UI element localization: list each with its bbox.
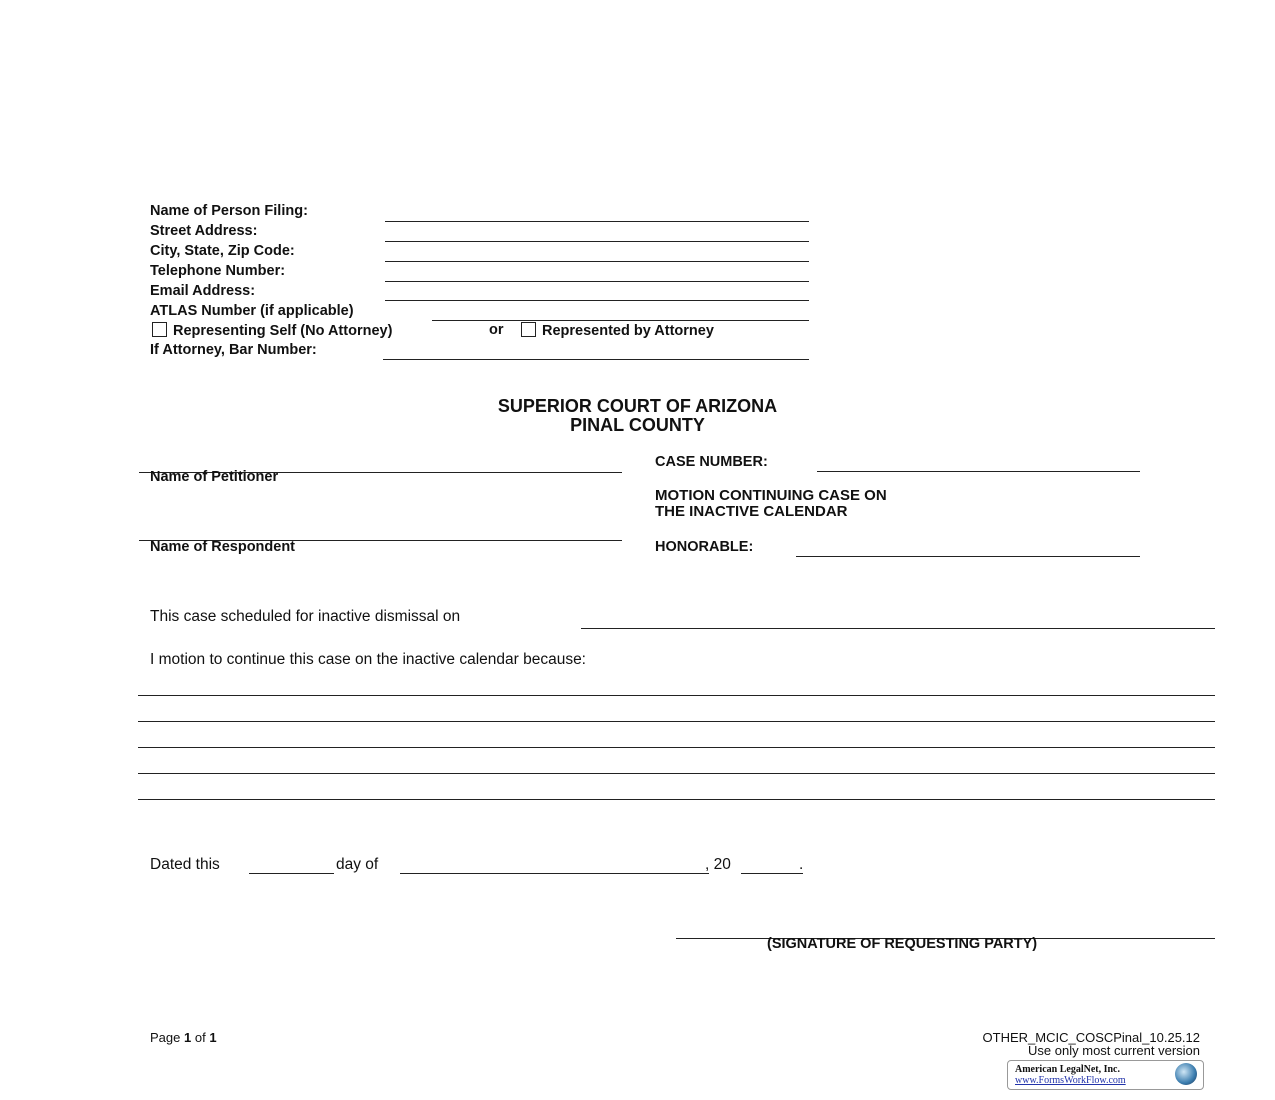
- label-bar-number: If Attorney, Bar Number:: [150, 342, 317, 358]
- badge-url-link[interactable]: www.FormsWorkFlow.com: [1015, 1075, 1126, 1086]
- court-name: SUPERIOR COURT OF ARIZONA: [497, 396, 778, 416]
- dismissal-date-input[interactable]: [581, 610, 1215, 629]
- represented-by-attorney-checkbox[interactable]: [521, 322, 536, 337]
- county-name: PINAL COUNTY: [570, 415, 705, 435]
- motion-reason-prompt: I motion to continue this case on the inactive calendar because:: [150, 651, 586, 668]
- version-note: Use only most current version: [1028, 1043, 1200, 1058]
- telephone-input[interactable]: [385, 263, 809, 282]
- reason-line-5[interactable]: [138, 781, 1215, 800]
- label-telephone: Telephone Number:: [150, 263, 286, 279]
- day-of-text: day of: [336, 856, 379, 873]
- scheduled-dismissal-text: This case scheduled for inactive dismissal on: [150, 608, 461, 625]
- label-petitioner: Name of Petitioner: [150, 469, 279, 485]
- badge-name: American LegalNet, Inc.: [1015, 1064, 1120, 1075]
- form-id: OTHER_MCIC_COSCPinal_10.25.12: [982, 1030, 1200, 1045]
- reason-line-2[interactable]: [138, 703, 1215, 722]
- reason-line-4[interactable]: [138, 755, 1215, 774]
- label-name-of-person-filing: Name of Person Filing:: [150, 203, 308, 219]
- dated-this-text: Dated this: [150, 856, 220, 873]
- bar-number-input[interactable]: [383, 341, 809, 360]
- label-city-state-zip: City, State, Zip Code:: [150, 243, 295, 259]
- label-honorable: HONORABLE:: [655, 539, 754, 555]
- month-input[interactable]: [400, 855, 709, 874]
- label-case-number: CASE NUMBER:: [655, 454, 768, 470]
- page-number: 1: [184, 1030, 192, 1045]
- atlas-number-input[interactable]: [432, 302, 809, 321]
- globe-logo-icon: [1175, 1063, 1197, 1085]
- representing-self-option[interactable]: [152, 322, 392, 339]
- honorable-input[interactable]: [796, 538, 1140, 557]
- representing-self-checkbox[interactable]: [152, 322, 167, 337]
- page-word: Page: [150, 1030, 181, 1045]
- label-street-address: Street Address:: [150, 223, 258, 239]
- page-total: 1: [209, 1030, 217, 1045]
- motion-title-line1: MOTION CONTINUING CASE ON: [655, 487, 887, 504]
- motion-title-line2: THE INACTIVE CALENDAR: [655, 503, 848, 520]
- case-number-input[interactable]: [817, 453, 1140, 472]
- label-atlas-number: ATLAS Number (if applicable): [150, 303, 354, 319]
- page-indicator: [150, 1030, 217, 1045]
- year-prefix-text: , 20: [705, 856, 731, 873]
- label-email: Email Address:: [150, 283, 256, 299]
- street-address-input[interactable]: [385, 223, 809, 242]
- label-respondent: Name of Respondent: [150, 539, 296, 555]
- email-input[interactable]: [385, 282, 809, 301]
- represented-by-attorney-label: Represented by Attorney: [542, 323, 714, 339]
- representing-self-label: Representing Self (No Attorney): [173, 323, 393, 339]
- signature-label: (SIGNATURE OF REQUESTING PARTY): [767, 936, 1038, 952]
- day-input[interactable]: [249, 855, 334, 874]
- american-legalnet-badge[interactable]: [1007, 1060, 1204, 1090]
- of-word: of: [194, 1030, 206, 1045]
- reason-line-1[interactable]: [138, 677, 1215, 696]
- name-of-person-filing-input[interactable]: [385, 203, 809, 222]
- period-text: .: [799, 856, 804, 873]
- represented-by-attorney-option[interactable]: [521, 322, 714, 339]
- city-state-zip-input[interactable]: [385, 243, 809, 262]
- reason-line-3[interactable]: [138, 729, 1215, 748]
- year-input[interactable]: [741, 855, 803, 874]
- or-text: or: [489, 322, 504, 338]
